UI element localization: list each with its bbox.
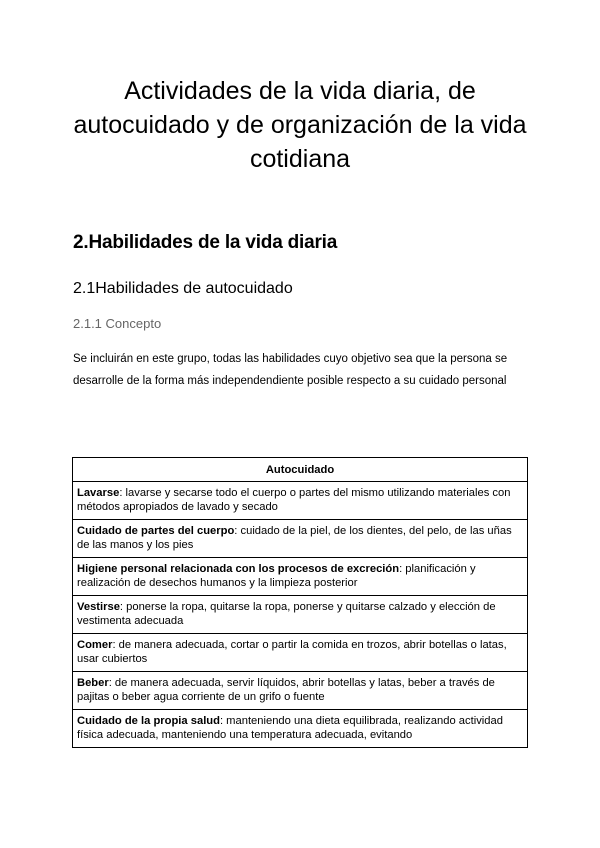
table-cell xyxy=(73,520,528,558)
row-term: Cuidado de partes del cuerpo xyxy=(77,525,235,537)
table-row xyxy=(73,520,528,558)
table-row xyxy=(73,634,528,672)
row-description: : lavarse y secarse todo el cuerpo o partes del mismo utilizando materiales con métodos apropiados de lavado y secado xyxy=(77,487,511,513)
subsubsection-heading: 2.1.1 Concepto xyxy=(73,316,162,331)
table-row xyxy=(73,596,528,634)
table-header: Autocuidado xyxy=(73,458,528,482)
row-description: : planificación y realización de desechos humanos y la limpieza posterior xyxy=(77,563,476,589)
row-term: Beber xyxy=(77,677,109,689)
autocuidado-table xyxy=(72,457,528,748)
row-term: Cuidado de la propia salud xyxy=(77,715,220,727)
row-term: Comer xyxy=(77,639,113,651)
table-cell xyxy=(73,558,528,596)
table-row xyxy=(73,710,528,748)
table-cell xyxy=(73,596,528,634)
row-description: : cuidado de la piel, de los dientes, del pelo, de las uñas de las manos y los pies xyxy=(77,525,512,551)
table-cell xyxy=(73,634,528,672)
table-cell xyxy=(73,482,528,520)
row-term: Vestirse xyxy=(77,601,120,613)
subsection-heading: 2.1Habilidades de autocuidado xyxy=(73,280,293,297)
row-description: : de manera adecuada, servir líquidos, abrir botellas y latas, beber a través de pajitas o beber agua corriente de un grifo o fuente xyxy=(77,677,495,703)
table-header-row xyxy=(73,458,528,482)
row-description: : de manera adecuada, cortar o partir la comida en trozos, abrir botellas o latas, usar cubiertos xyxy=(77,639,507,665)
section-heading: 2.Habilidades de la vida diaria xyxy=(73,232,338,253)
table-row xyxy=(73,482,528,520)
row-term: Higiene personal relacionada con los procesos de excreción xyxy=(77,563,400,575)
intro-paragraph: Se incluirán en este grupo, todas las habilidades cuyo objetivo sea que la persona se desarrolle de la forma más independendiente posible respecto a su cuidado personal xyxy=(73,353,508,387)
row-term: Lavarse xyxy=(77,487,120,499)
row-description: : manteniendo una dieta equilibrada, realizando actividad física adecuada, manteniendo una temperatura adecuada, evitando xyxy=(77,715,503,741)
table-cell xyxy=(73,710,528,748)
page-title: Actividades de la vida diaria, de autocuidado y de organización de la vida cotidiana xyxy=(73,77,527,173)
table-row xyxy=(73,672,528,710)
row-description: : ponerse la ropa, quitarse la ropa, ponerse y quitarse calzado y elección de vestimenta adecuada xyxy=(77,601,496,627)
table-cell xyxy=(73,672,528,710)
table-row xyxy=(73,558,528,596)
